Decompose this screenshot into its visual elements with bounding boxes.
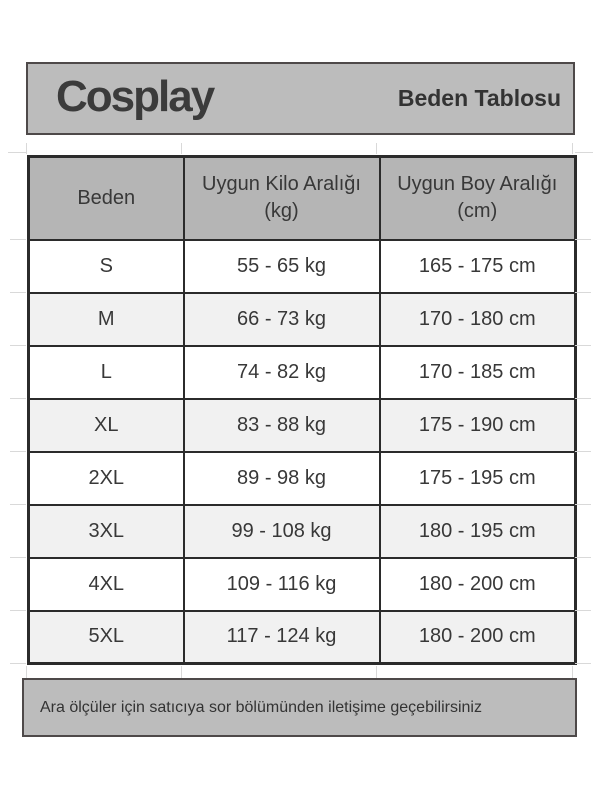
table-row [29,558,576,611]
size-cell: S [29,240,184,293]
size-cell: XL [29,399,184,452]
height-cell: 180 - 200 cm [380,558,576,611]
height-cell: 180 - 195 cm [380,505,576,558]
gridline-tick [575,152,593,153]
table-row [29,293,576,346]
size-cell: M [29,293,184,346]
size-cell: 3XL [29,505,184,558]
column-label: Beden [77,186,136,209]
height-cell: 180 - 200 cm [380,611,576,664]
column-header-weight [184,157,380,240]
gridline-tick [8,152,26,153]
gridline-tick [376,666,377,678]
height-cell: 175 - 195 cm [380,452,576,505]
gridline-tick [572,143,573,154]
table-row [29,346,576,399]
column-label: Uygun Boy Aralığı [397,173,558,196]
height-cell: 170 - 180 cm [380,293,576,346]
table-row [29,611,576,664]
footer-note-bar [22,678,577,737]
weight-cell: 99 - 108 kg [184,505,380,558]
size-cell: L [29,346,184,399]
size-cell: 2XL [29,452,184,505]
size-table [27,155,577,665]
height-cell: 165 - 175 cm [380,240,576,293]
height-cell: 170 - 185 cm [380,346,576,399]
table-row [29,240,576,293]
footer-note: Ara ölçüler için satıcıya sor bölümünden iletişime geçebilirsiniz [40,698,482,716]
column-label: Uygun Kilo Aralığı [202,173,361,196]
table-row [29,505,576,558]
column-unit: (cm) [457,200,498,223]
table-row [29,399,576,452]
gridline-tick [572,666,573,678]
gridline-ticks [575,239,591,665]
gridline-tick [181,666,182,678]
weight-cell: 66 - 73 kg [184,293,380,346]
weight-cell: 89 - 98 kg [184,452,380,505]
table-header-row [29,157,576,240]
brand-logo: Cosplay [56,71,214,121]
size-cell: 4XL [29,558,184,611]
weight-cell: 74 - 82 kg [184,346,380,399]
column-header-size [29,157,184,240]
weight-cell: 109 - 116 kg [184,558,380,611]
page-title: Beden Tablosu [397,85,561,111]
column-header-height [380,157,576,240]
gridline-ticks [10,239,26,665]
gridline-tick [181,143,182,154]
weight-cell: 117 - 124 kg [184,611,380,664]
gridline-tick [26,143,27,154]
column-unit: (kg) [264,200,299,223]
table-row [29,452,576,505]
gridline-tick [376,143,377,154]
gridline-tick [26,666,27,678]
size-cell: 5XL [29,611,184,664]
weight-cell: 55 - 65 kg [184,240,380,293]
height-cell: 175 - 190 cm [380,399,576,452]
header-bar [26,62,575,135]
weight-cell: 83 - 88 kg [184,399,380,452]
